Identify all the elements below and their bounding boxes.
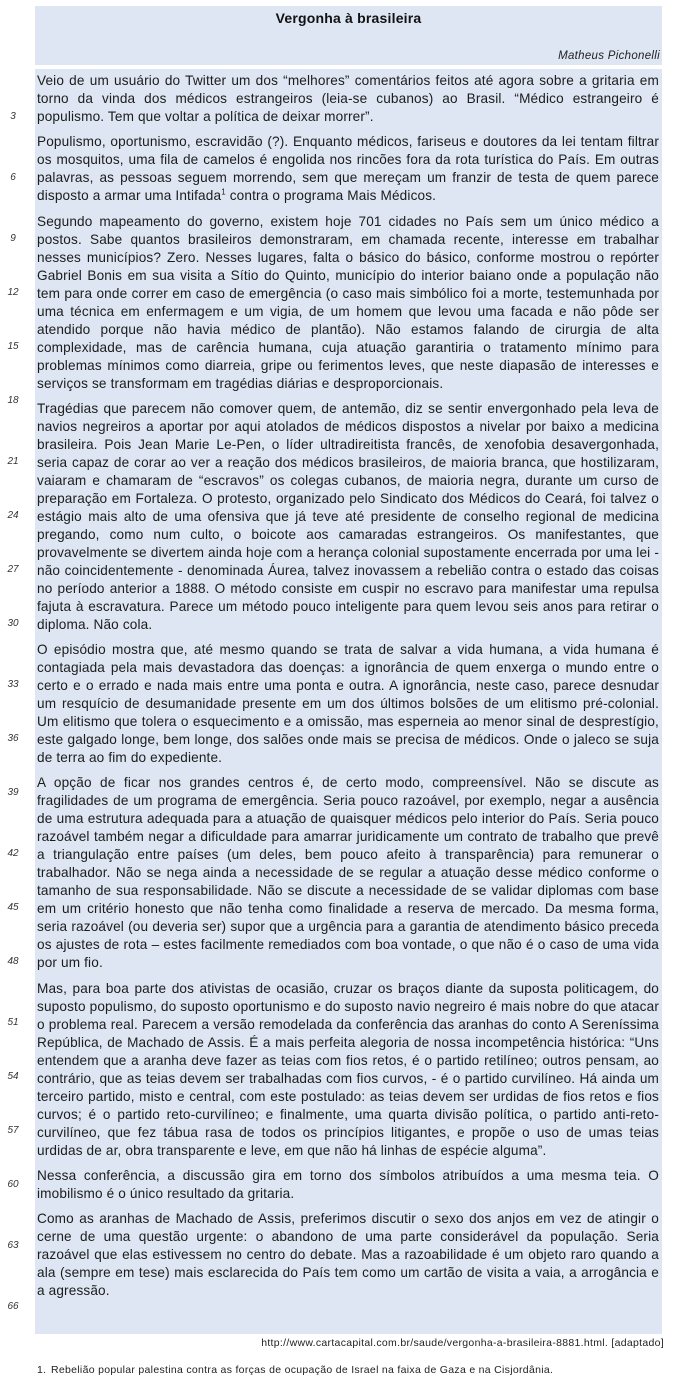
line-number: 45 — [7, 902, 19, 913]
paragraph-9: Como as aranhas de Machado de Assis, preferimos discutir o sexo dos anjos em vez de atingir o cerne de uma questão urgente: o abandono de uma parte considerável da população. Seria razoável que elas estivessem no centro do debate. Mas a razoabilidade é um objeto raro quando a ala (sempre em tese) mais esclarecida do País tem como um cartão de visita a vaia, a arrogância e a agressão. — [37, 1211, 659, 1299]
line-number: 30 — [7, 618, 19, 629]
article-title: Vergonha à brasileira — [275, 10, 422, 26]
paragraph-2 — [37, 133, 659, 205]
paragraph-7: Mas, para boa parte dos ativistas de ocasião, cruzar os braços diante da suposta politicagem, do suposto populismo, do suposto oportunismo e do suposto navio negreiro é mais nobre do que atacar o problema real. Parecem a versão remodelada da conferência das aranhas do conto A Sereníssima República, de Machado de Assis. É a mais perfeita alegoria de nossa incompetência histórica: “Uns entendem que a aranha deve fazer as teias com fios retos, é o partido retilíneo; outros pensam, ao contrário, que as teias devem ser trabalhadas com fios curvos, - é o partido curvilíneo. Há ainda um terceiro partido, misto e central, com este postulado: as teias devem ser urdidas de fios retos e fios curvos; é o partido reto-curvilíneo; e finalmente, uma quarta divisão política, o partido anti-reto-curvilíneo, que fez tábua rasa de todos os princípios litigantes, e propõe o uso de umas teias urdidas de ar, obra transparente e leve, em que não há linhas de espécie alguma”. — [37, 980, 659, 1158]
line-number: 3 — [10, 111, 16, 122]
article-author: Matheus Pichonelli — [558, 50, 660, 62]
line-number: 57 — [7, 1125, 19, 1136]
line-number: 24 — [7, 510, 19, 521]
paragraph-6: A opção de ficar nos grandes centros é, de certo modo, compreensível. Não se discute as fragilidades de um programa de emergência. Seria pouco razoável, por exemplo, negar a ausência de uma estrutura adequada para a atuação de quaisquer médicos pelo interior do País. Seria pouco razoável também negar a dificuldade para amarrar juridicamente um contrato de trabalho que prevê a triangulação entre países (um deles, bem pouco afeito à transparência) para remunerar o trabalhador. Não se nega ainda a necessidade de se regular a atuação desse médico conforme o tamanho de sua responsabilidade. Não se discute a necessidade de se validar diplomas com base em um critério honesto que não tenha como finalidade a reserva de mercado. Da mesma forma, seria razoável (ou deveria ser) supor que a urgência para a garantia de atendimento básico preceda os ajustes de rota – estes facilmente remediados com boa vontade, o que não é o caso de uma vida por um fio. — [37, 775, 659, 971]
title-block — [35, 6, 662, 65]
line-number: 12 — [7, 287, 19, 298]
line-number: 42 — [7, 848, 19, 859]
paragraph-4: Tragédias que parecem não comover quem, de antemão, diz se sentir envergonhado pela leva de navios negreiros a aportar por aqui atolados de médicos dispostos a nivelar por baixo a medicina brasileira. Pois Jean Marie Le-Pen, o líder ultradireitista francês, de xenofobia desavergonhada, seria capaz de corar ao ver a reação dos médicos brasileiros, de maioria branca, que hostilizaram, vaiaram e chamaram de “escravos” os colegas cubanos, de maioria negra, durante um curso de preparação em Fortaleza. O protesto, organizado pelo Sindicato dos Médicos do Ceará, foi talvez o estágio mais alto de uma ofensiva que já teve até presidente de conselho regional de medicina pregando, como num culto, o boicote aos camaradas estrangeiros. Os manifestantes, que provavelmente se divertem ainda hoje com a herança colonial supostamente encerrada por uma lei - não coincidentemente - denominada Áurea, talvez inovassem a rebelião contra o estado das coisas no período anterior a 1888. O método consiste em cuspir no escravo para manifestar uma repulsa fajuta à escravatura. Parece um método pouco inteligente para quem levou seis anos para retirar o diploma. Não cola. — [37, 400, 659, 632]
paragraph-1: Veio de um usuário do Twitter um dos “melhores” comentários feitos até agora sobre a gritaria em torno da vinda dos médicos estrangeiros (leia-se cubanos) ao Brasil. “Médico estrangeiro é populismo. Tem que voltar a política de deixar morrer”. — [37, 73, 659, 124]
paragraph-5: O episódio mostra que, até mesmo quando se trata de salvar a vida humana, a vida humana é contagiada pela mais devastadora das doenças: a ignorância de quem enxerga o mundo entre o certo e o errado e nada mais entre uma ponta e outra. A ignorância, neste caso, parece desnudar um resquício de desumanidade presente em um dos últimos bolsões de um elitismo pré-colonial. Um elitismo que tolera o esquecimento e a omissão, mas esperneia ao menor sinal de desprestígio, este galgado longe, bem longe, dos salões onde mais se precisa de médicos. Onde o jaleco se suja de terra ao fim do expediente. — [37, 642, 659, 766]
line-number: 60 — [7, 1179, 19, 1190]
article-body — [37, 72, 659, 1308]
paragraph-2-text: Populismo, oportunismo, escravidão (?). Enquanto médicos, fariseus e doutores da lei tentam filtrar os mosquitos, uma fila de camelos é engolida nos rincões fora da rota turística do País. Em outras palavras, as pessoas seguem morrendo, sem que mereçam um franzir de testa de quem parece disposto a armar uma Intifada — [37, 134, 659, 204]
footnote — [37, 1364, 553, 1376]
line-number: 33 — [7, 679, 19, 690]
line-number: 54 — [7, 1071, 19, 1082]
line-number: 9 — [10, 233, 16, 244]
footnote-number: 1. — [37, 1364, 47, 1376]
footnote-reference: 1 — [221, 187, 226, 197]
line-number: 39 — [7, 787, 19, 798]
footnote-text: Rebelião popular palestina contra as forças de ocupação de Israel na faixa de Gaza e na Cisjordânia. — [51, 1364, 554, 1376]
line-number: 48 — [7, 956, 19, 967]
line-number: 51 — [7, 1017, 19, 1028]
line-number: 27 — [7, 564, 19, 575]
paragraph-2-text-continued: contra o programa Mais Médicos. — [225, 188, 437, 204]
line-number: 66 — [7, 1301, 19, 1312]
line-number: 18 — [7, 395, 19, 406]
paragraph-3: Segundo mapeamento do governo, existem hoje 701 cidades no País sem um único médico a postos. Sabe quantos brasileiros demonstraram, em chamada recente, interesse em trabalhar nesses municípios? Zero. Nesses lugares, falta o básico do básico, conforme mostrou o repórter Gabriel Bonis em sua visita a Sítio do Quinto, município do interior baiano onde a população não tem para onde correr em caso de emergência (o caso mais simbólico foi a morte, testemunhada por uma técnica em enfermagem e um vigia, de um homem que levou uma facada e não pôde ser atendido porque não havia médico de plantão). Não estamos falando de cirurgia de alta complexidade, mas de carência humana, cuja atuação garantiria o tratamento mínimo para problemas mínimos como diarreia, gripe ou ferimentos leves, que neste diapasão de interesses e serviços se transformam em tragédias diárias e desproporcionais. — [37, 213, 659, 391]
line-number: 63 — [7, 1240, 19, 1251]
source-link[interactable]: http://www.cartacapital.com.br/saude/vergonha-a-brasileira-8881.html. [adaptado] — [261, 1337, 664, 1349]
line-number: 21 — [7, 456, 19, 467]
paragraph-8: Nessa conferência, a discussão gira em torno dos símbolos atribuídos a uma mesma teia. O imobilismo é o único resultado da gritaria. — [37, 1168, 659, 1202]
line-number: 36 — [7, 733, 19, 744]
line-number: 15 — [7, 341, 19, 352]
line-number: 6 — [10, 172, 16, 183]
